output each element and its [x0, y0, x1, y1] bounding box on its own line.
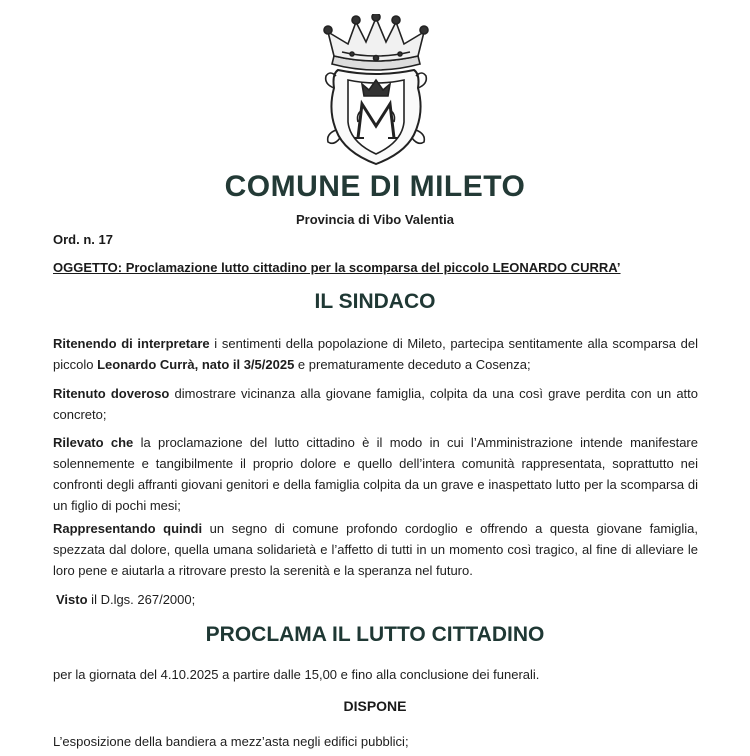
- paragraph-text: la proclamazione del lutto cittadino è il modo in cui l’Amministrazione intende manifestare solennemente e tangibilmente il proprio dolore e quello dell’intera comunità rappresentata, soprattutto nei confronti degli affranti giovani genitori e della famiglia colpita da un grave e inaspettato lutto per la scomparsa di un figlio di pochi mesi;: [53, 435, 698, 513]
- paragraph-lead: Ritenuto doveroso: [53, 386, 170, 401]
- paragraph-ritenuto: [53, 383, 698, 425]
- paragraph-ritenendo: [53, 333, 698, 375]
- paragraph-text: e prematuramente deceduto a Cosenza;: [294, 357, 531, 372]
- paragraph-text: i sentimenti della popolazione di Mileto, partecipa sentitamente alla scomparsa del piccolo: [53, 336, 698, 372]
- paragraph-text: il D.lgs. 267/2000;: [87, 592, 196, 607]
- paragraph-text: dimostrare vicinanza alla giovane famiglia, colpita da una così grave perdita con un atto concreto;: [53, 386, 699, 422]
- province-subtitle: Provincia di Vibo Valentia: [296, 212, 454, 227]
- paragraph-lead: Rilevato che: [53, 435, 134, 450]
- paragraph-rappresentando: [53, 518, 698, 581]
- ordinance-subject: OGGETTO: Proclamazione lutto cittadino per la scomparsa del piccolo LEONARDO CURRA’: [53, 260, 621, 275]
- paragraph-lead: Rappresentando quindi: [53, 521, 203, 536]
- page-title: COMUNE DI MILETO: [224, 170, 526, 203]
- section-heading-sindaco: IL SINDACO: [314, 290, 436, 313]
- paragraph-text: un segno di comune profondo cordoglio e offrendo a questa giovane famiglia, spezzata dal dolore, quella umana solidarietà e l’affetto di tutti in un momento così tragico, al fine di alleviare le loro pene e aiutarla a ritrovare presto la serenità e la speranza nel futuro.: [53, 521, 699, 578]
- municipal-crest-icon: [318, 14, 434, 168]
- proclamation-text: per la giornata del 4.10.2025 a partire dalle 15,00 e fino alla conclusione dei funerali.: [53, 667, 540, 682]
- disposition-text: L’esposizione della bandiera a mezz’asta negli edifici pubblici;: [53, 734, 409, 749]
- proclamation-heading: PROCLAMA IL LUTTO CITTADINO: [205, 623, 545, 646]
- child-name-birth: Leonardo Currà, nato il 3/5/2025: [97, 357, 295, 372]
- disposition-heading: DISPONE: [343, 698, 407, 714]
- paragraph-visto: [56, 589, 701, 610]
- ordinance-number: Ord. n. 17: [53, 232, 113, 247]
- paragraph-lead: Ritenendo di interpretare: [53, 336, 210, 351]
- paragraph-rilevato: [53, 432, 698, 516]
- paragraph-lead: Visto: [56, 592, 88, 607]
